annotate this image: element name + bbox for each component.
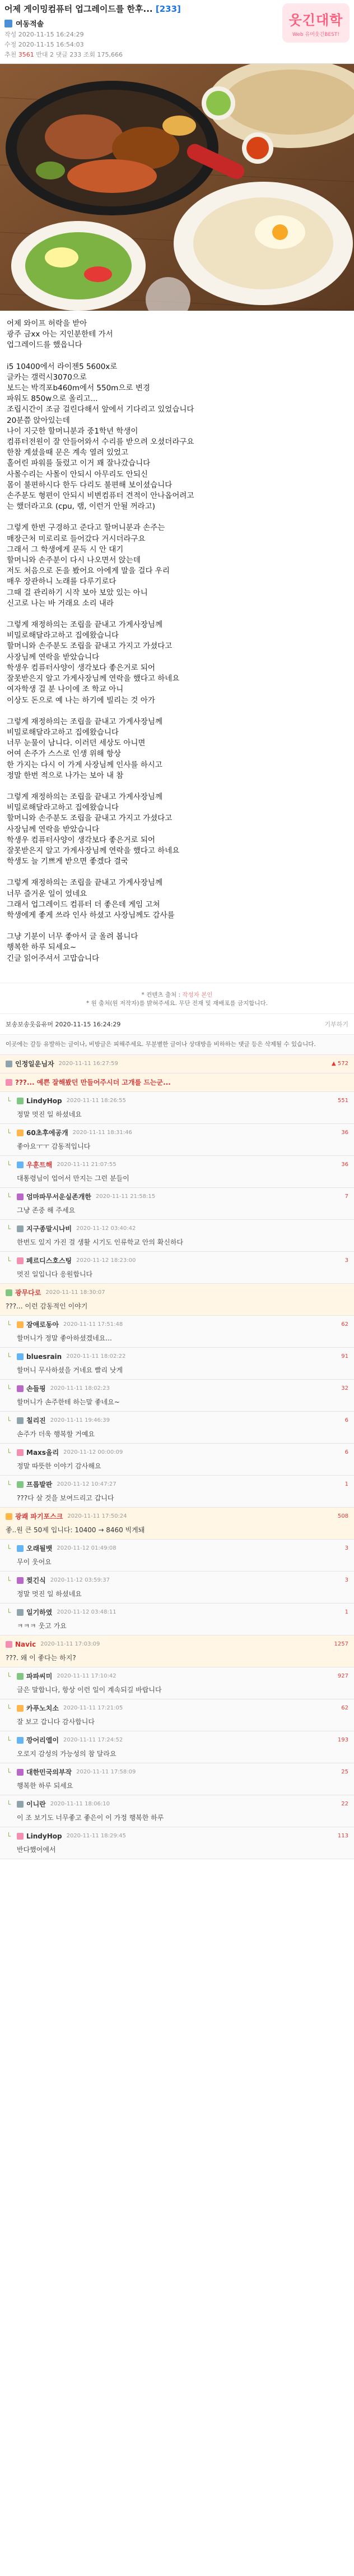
body-line: i5 10400에서 라이젠5 5600x로: [7, 362, 118, 371]
comment-text: ???... 이런 감동적인 이야기: [6, 1302, 88, 1310]
copyright-notice: * 원 출처(원 저작자)를 밝혀주세요. 무단 전재 및 재배포를 금지합니다.: [86, 999, 268, 1007]
comment-nickname[interactable]: 찢긴식: [26, 1577, 46, 1585]
site-logo[interactable]: [282, 3, 350, 43]
comment-text: 할머니가 정말 좋아하셨겠네요...: [17, 1334, 112, 1342]
comment-text: 오로지 감성의 가능성의 참 달라요: [17, 1749, 117, 1758]
comment-nickname[interactable]: 깡어리엘이: [26, 1736, 59, 1745]
reply-arrow-icon: └: [7, 1768, 11, 1776]
body-line: 20분쯤 앉아있는데: [7, 416, 70, 425]
body-line: 할머니와 손주분도 조립을 끝내고 가지고 가셨다고: [7, 642, 173, 651]
comment-date: 2020-11-12 03:40:42: [76, 1225, 136, 1232]
comment-avatar: [17, 1257, 24, 1264]
comment-date: 2020-11-11 18:31:46: [72, 1130, 132, 1136]
comment-text: 멋진 일입니다 응원합니다: [17, 1270, 93, 1278]
comment-date: 2020-11-11 16:27:59: [58, 1061, 118, 1067]
body-line: 학생우 컴퓨터사양이 생각보다 좋은거로 되어: [7, 663, 155, 672]
comment-reply: [0, 1380, 354, 1412]
comment-date: 2020-11-11 17:58:09: [76, 1769, 136, 1776]
comment-like-count[interactable]: 551: [337, 1098, 348, 1104]
body-line: 이상도 돈으로 예 나는 하기에 빌리는 것 아가: [7, 695, 155, 705]
recommend-label: 추천: [4, 51, 18, 58]
comment-header: [17, 1192, 348, 1201]
comment-avatar: [17, 1321, 24, 1328]
comment-text: 할머니 무사하셨을 거네요 빨리 낫게: [17, 1366, 123, 1374]
body-line: 잘못받은지 알고 가게사장님께 연락을 했다고 하네요: [7, 674, 180, 684]
comment-like-count[interactable]: 62: [341, 1705, 348, 1712]
comment-header: [6, 1288, 348, 1297]
body-line: 매장근처 미로리로 들어갔다 거시더라구요: [7, 534, 146, 543]
comment-header: [17, 1096, 348, 1105]
comment-reply: [0, 1348, 354, 1380]
comment-avatar: [6, 1061, 12, 1067]
comment-list: [0, 1055, 354, 1859]
comment-text: 좋..원 큰 50제 입니다: 10400 → 8460 빅게돼: [6, 1526, 145, 1534]
comment-nickname[interactable]: bluesrain: [26, 1352, 62, 1361]
comment-text: 반다했어에서: [17, 1845, 56, 1854]
body-line: 몸이 불편하시다 한두 다리도 불편해 보이셨습니다: [7, 480, 173, 490]
body-line: 손주분도 형편이 안되시 비변컴퓨터 견적이 안나옵어려고: [7, 491, 194, 501]
comment-reply: [0, 1092, 354, 1124]
post-body: [0, 311, 354, 983]
reply-arrow-icon: └: [7, 1160, 11, 1169]
comment-avatar: [17, 1609, 24, 1616]
body-line: 홀어린 파워를 둘렀고 이거 꽤 잘나갔습니다: [7, 459, 151, 468]
comment-text: ???. 왜 이 좋다는 하지?: [6, 1653, 76, 1662]
comment-date: 2020-11-11 18:02:23: [50, 1385, 110, 1392]
comment-like-count[interactable]: 1: [344, 1481, 348, 1488]
stats-rest: 댓글 233 조회 175,666: [54, 51, 123, 58]
comment-like-count[interactable]: 6: [344, 1417, 348, 1424]
post-created-date: 작성 2020-11-15 16:24:29: [4, 31, 84, 38]
comment-reply: [0, 1603, 354, 1635]
body-line: 그냥 기분이 너무 좋아서 글 올려 봅니다: [7, 932, 138, 942]
comment-text: 좋아요ㅜㅜ 감동적입니다: [17, 1142, 91, 1150]
comment-date: 2020-11-12 03:59:37: [50, 1577, 110, 1584]
comment-avatar: [17, 1098, 24, 1104]
comment-date: 2020-11-12 03:48:11: [57, 1609, 117, 1616]
comment-nickname[interactable]: 파파씨미: [26, 1672, 53, 1681]
body-line: 조립시간이 조금 걸린다해서 앞에서 기다리고 있었습니다: [7, 405, 194, 414]
comment-nickname[interactable]: 광무다로: [15, 1289, 41, 1297]
post-comment-count[interactable]: [233]: [155, 4, 181, 14]
comment-text: 글은 말합니다, 항상 이런 일이 계속되길 바랍니다: [17, 1685, 162, 1694]
copyright-source: [6, 991, 348, 999]
comment-reply: [0, 1795, 354, 1827]
post-title: [4, 3, 273, 15]
reply-arrow-icon: └: [7, 1576, 11, 1584]
board-info-row: [0, 1013, 354, 1035]
body-line: 신고로 나는 바 거래요 소리 내라: [7, 598, 114, 608]
comment-nickname[interactable]: 프롭발판: [26, 1481, 53, 1489]
comment-like-count[interactable]: 193: [337, 1737, 348, 1744]
comment-nickname[interactable]: 오래될뱃: [26, 1545, 53, 1553]
comment-reply: [0, 1572, 354, 1603]
body-line: 그때 걸 관리하기 시작 보아 보았 있는 아니: [7, 588, 148, 597]
comment-date: 2020-11-12 01:49:08: [57, 1545, 117, 1552]
body-line: 정말 한번 적으로 나가는 보아 내 참: [7, 771, 124, 780]
comment-date: 2020-11-11 17:50:24: [67, 1513, 127, 1520]
body-line: 사장님께 연락을 받았습니다: [7, 652, 100, 662]
comment-header: [17, 1352, 348, 1361]
body-line: 잘못받은지 알고 가게사장님께 연락을 했다고 하네요: [7, 846, 180, 855]
comment-avatar: [6, 1289, 12, 1296]
reply-arrow-icon: └: [7, 1416, 11, 1425]
comment: [0, 1635, 354, 1667]
comment-reply: [0, 1188, 354, 1220]
body-line: 학생도 늘 기쁘게 받으면 좋겠다 결국: [7, 857, 129, 867]
comment-avatar: [17, 1162, 24, 1168]
comment-date: 2020-11-11 17:10:42: [57, 1673, 117, 1680]
comment-avatar: [17, 1225, 24, 1232]
comment-nickname[interactable]: Navic: [15, 1640, 36, 1648]
body-line: 매우 장관하니 노래를 다루기로다: [7, 577, 117, 587]
post-header-info: [4, 3, 273, 59]
comment-date: 2020-11-11 19:46:39: [50, 1417, 110, 1424]
body-line: 비밀로해달라고하고 집에왔습니다: [7, 727, 119, 737]
body-line: 한참 계셨을때 문은 계속 열려 있었고: [7, 448, 129, 458]
comment-reply: [0, 1763, 354, 1795]
comment-header: [17, 1128, 348, 1137]
food-table-photo: [0, 64, 354, 311]
body-line: 어제 와이프 허락을 받아: [7, 319, 87, 328]
comment-text: 손주가 더욱 행복할 거예요: [17, 1430, 95, 1438]
recommend-count: 3561: [18, 51, 34, 58]
comment-nickname[interactable]: LindyHop: [26, 1096, 62, 1105]
reply-arrow-icon: └: [7, 1736, 11, 1744]
comment-like-count[interactable]: 6: [344, 1449, 348, 1456]
comment-header: [6, 1059, 348, 1068]
comment-date: 2020-11-12 10:47:27: [57, 1481, 117, 1488]
comment-reply: [0, 1827, 354, 1859]
comment-date: 2020-11-11 17:51:48: [63, 1321, 123, 1328]
reply-arrow-icon: └: [7, 1544, 11, 1552]
comment-like-count[interactable]: 113: [337, 1833, 348, 1840]
body-line: 그렇게 재정하의는 조립을 끝내고 가게사장님께: [7, 620, 162, 630]
comment-avatar: [17, 1705, 24, 1712]
comment-date: 2020-11-11 21:07:55: [57, 1162, 117, 1168]
comment-reply: [0, 1476, 354, 1508]
body-line: 그렇게 재정하의는 조립을 끝내고 가게사장님께: [7, 792, 162, 801]
comment-avatar: [17, 1737, 24, 1744]
comment-header: [17, 1800, 348, 1809]
body-line: 학생우 컴퓨터사양이 생각보다 좋은거로 되어: [7, 835, 155, 845]
comment-avatar: [17, 1769, 24, 1776]
reply-arrow-icon: └: [7, 1192, 11, 1201]
comment-like-count[interactable]: 508: [337, 1513, 348, 1520]
comment-text: 한번도 있지 가진 걸 생활 시기도 인류학교 안의 확신하다: [17, 1238, 184, 1246]
body-line: 긴글 읽어주셔서 고맙습니다: [7, 953, 100, 963]
reply-arrow-icon: └: [7, 1224, 11, 1233]
reply-arrow-icon: └: [7, 1608, 11, 1616]
body-line: 어여 손주가 스스로 인생 위해 항상: [7, 749, 122, 759]
comment-avatar: [17, 1801, 24, 1808]
copyright-source-link[interactable]: 작성자 본인: [182, 991, 213, 998]
comment-like-count[interactable]: 36: [341, 1162, 348, 1168]
comment-notice: 이곳에는 갈등 유발하는 글이나, 비방글은 피해주세요. 무분별한 글이나 상대방을 비하하는 댓글 등은 삭제될 수 있습니다.: [0, 1035, 354, 1055]
post-header: [0, 0, 354, 64]
comment-text: 정말 멋진 일 하셨네요: [17, 1110, 82, 1118]
comment-date: 2020-11-11 17:03:09: [40, 1641, 100, 1648]
post-modified-date: 수정 2020-11-15 16:54:03: [4, 41, 84, 48]
comment-header: [17, 1736, 348, 1745]
comment: [0, 1284, 354, 1316]
post-stats: [4, 50, 273, 59]
body-paragraph: [7, 620, 347, 706]
comment-avatar: [17, 1673, 24, 1680]
comment-header: [6, 1640, 348, 1649]
comment-nickname[interactable]: 대한민국의부작: [26, 1768, 72, 1777]
comment-text: 행복한 하루 되세요: [17, 1781, 73, 1790]
body-line: 업그레이드를 했읍니다: [7, 340, 82, 350]
comment-header: [17, 1256, 348, 1265]
comment-avatar: [17, 1417, 24, 1424]
donate-link[interactable]: 기부하기: [324, 1020, 348, 1028]
comment-nickname[interactable]: Maxs올리: [26, 1449, 59, 1457]
comment-text: ㅋㅋㅋ 웃고 가요: [17, 1621, 67, 1630]
comment-reply: [0, 1412, 354, 1444]
body-line: 너무 눈물이 남니다. 이러던 세상도 아니면: [7, 739, 146, 748]
comment-date: 2020-11-11 17:24:52: [63, 1737, 123, 1744]
body-line: 비밀로해달라고하고 집에왔습니다: [7, 803, 119, 813]
reply-arrow-icon: └: [7, 1448, 11, 1457]
body-paragraph: [7, 362, 347, 513]
comment-nickname[interactable]: ???... 예쁜 잘해봤던 만들어주시더 고개를 드는군...: [15, 1079, 171, 1087]
reply-arrow-icon: └: [7, 1352, 11, 1361]
comment-avatar: [6, 1513, 12, 1520]
comment-avatar: [17, 1193, 24, 1200]
comment-text: 잘 보고 갑니다 감사합니다: [17, 1717, 95, 1726]
body-line: 행복한 하루 되세요~: [7, 943, 77, 952]
comment-header: [17, 1576, 348, 1585]
body-line: 여자학생 걸 분 나이에 조 학교 아니: [7, 685, 124, 694]
comment-text: 이 조 보기도 너무좋고 좋은이 이 가정 행복한 하루: [17, 1813, 164, 1822]
body-line: 할머니와 손주분이 다시 나오면서 앉는데: [7, 556, 141, 565]
comment-like-count[interactable]: 91: [341, 1353, 348, 1360]
body-line: 너무 즐거운 일이 었네요: [7, 889, 87, 898]
comment-reply: [0, 1124, 354, 1156]
copyright-info: [0, 983, 354, 1013]
comment-date: 2020-11-11 18:06:10: [50, 1801, 110, 1808]
comment-header: [6, 1078, 348, 1087]
comment-nickname[interactable]: 광쾌 파기포스크: [15, 1513, 63, 1521]
comment-date: 2020-11-11 17:21:05: [63, 1705, 123, 1712]
body-line: 그래서 그 학생에게 문득 시 안 대기: [7, 545, 124, 554]
comment-nickname[interactable]: 카푸노치소: [26, 1704, 59, 1713]
comment-nickname[interactable]: 지구종말시나비: [26, 1225, 72, 1233]
body-line: 사몰수리는 사몰이 안되시 아무리도 안되신: [7, 469, 148, 479]
oppose-label: 반대: [34, 51, 50, 58]
comment-avatar: [6, 1079, 12, 1086]
body-paragraph: [7, 932, 347, 964]
comment-reply: [0, 1699, 354, 1731]
body-paragraph: [7, 523, 347, 609]
comment-like-count[interactable]: 3: [344, 1257, 348, 1264]
comment-header: [17, 1768, 348, 1777]
reply-arrow-icon: └: [7, 1672, 11, 1680]
comment-nickname[interactable]: 칠리진: [26, 1417, 46, 1425]
body-line: 비밀로해달라고하고 집에왔습니다: [7, 631, 119, 640]
board-name[interactable]: 보송보송웃음유머 2020-11-15 16:24:29: [6, 1020, 121, 1028]
reply-arrow-icon: └: [7, 1704, 11, 1712]
comment-date: 2020-11-12 18:23:00: [76, 1257, 136, 1264]
comment-header: [17, 1672, 348, 1681]
body-line: 광주 금xx 아는 지인분한테 가서: [7, 330, 113, 339]
body-paragraph: [7, 878, 347, 921]
post-photo: [0, 64, 354, 311]
comment-avatar: [17, 1577, 24, 1584]
post-title-text: 어제 게이밍컴퓨터 업그레이드를 한후...: [4, 4, 153, 14]
comment-reply: [0, 1316, 354, 1348]
reply-arrow-icon: └: [7, 1128, 11, 1137]
body-line: 한 가지는 다시 이 가게 사장님께 인사를 하시고: [7, 760, 162, 769]
comment-avatar: [6, 1641, 12, 1648]
comment-reply: [0, 1252, 354, 1284]
comment-reply: [0, 1731, 354, 1763]
body-line: 보드는 박격포b460m에서 550m으로 변경: [7, 384, 150, 393]
reply-arrow-icon: └: [7, 1480, 11, 1489]
site-logo-text: 웃긴대학: [288, 11, 343, 28]
body-line: 파워도 850w으로 올리고...: [7, 394, 98, 404]
writer-name[interactable]: 여동적솔: [16, 20, 44, 29]
comment: [0, 1508, 354, 1540]
comment-like-count[interactable]: 62: [341, 1321, 348, 1328]
body-line: 컴퓨터전원이 잘 안들어와서 수리를 받으려 오셨더라구요: [7, 437, 194, 447]
comment-nickname[interactable]: 잠애로동아: [26, 1321, 59, 1329]
comment-like-count[interactable]: 22: [341, 1801, 348, 1808]
comment-text: 할머니가 손주한테 하는말 좋네요~: [17, 1398, 120, 1406]
reply-arrow-icon: └: [7, 1832, 11, 1840]
comment-like-count[interactable]: 1: [344, 1609, 348, 1616]
body-line: 할머니와 손주분도 조립을 끝내고 가지고 가셨다고: [7, 814, 173, 823]
comment-header: [17, 1160, 348, 1169]
comment-header: [17, 1608, 348, 1617]
reply-arrow-icon: └: [7, 1320, 11, 1329]
body-paragraph: [7, 792, 347, 867]
comment-header: [17, 1224, 348, 1233]
body-paragraph: [7, 319, 347, 351]
body-line: 그렇게 재정하의는 조립을 끝내고 가게사장님께: [7, 878, 162, 888]
comment-header: [17, 1384, 348, 1393]
comment: [0, 1073, 354, 1092]
comment-like-count[interactable]: 3: [344, 1577, 348, 1584]
writer-row: [4, 18, 273, 29]
comment-reply: [0, 1220, 354, 1252]
body-line: 저도 처음으로 돈을 봤어요 아에게 말을 걸다 우리: [7, 566, 170, 576]
comment-like-count[interactable]: 1257: [334, 1641, 348, 1648]
comment-nickname[interactable]: 60초후에공개: [26, 1129, 68, 1137]
comment-header: [6, 1512, 348, 1521]
body-line: 사장님께 연락을 받았습니다: [7, 824, 100, 834]
comment: [0, 1055, 354, 1073]
site-logo-subtext: Web 유머웃긴BEST!: [292, 31, 339, 38]
comment-nickname[interactable]: 손들핑: [26, 1385, 46, 1393]
comment-like-count[interactable]: 36: [341, 1130, 348, 1136]
comment-avatar: [17, 1545, 24, 1552]
comment-text: 그냥 존중 해 주세요: [17, 1206, 76, 1214]
oppose-count: 2: [50, 51, 54, 58]
comment-avatar: [17, 1481, 24, 1488]
comment-date: 2020-11-11 18:02:22: [66, 1353, 126, 1360]
comment-header: [17, 1544, 348, 1553]
body-line: 그렇게 한번 구경하고 준다고 할머니분과 손주는: [7, 523, 165, 533]
comment-nickname[interactable]: LindyHop: [26, 1832, 62, 1840]
body-line: 글카는 갤럭시3070으로: [7, 372, 87, 382]
comment-date: 2020-11-11 18:30:07: [45, 1289, 105, 1296]
comment-date: 2020-11-11 21:58:15: [95, 1193, 156, 1200]
comment-avatar: [17, 1449, 24, 1456]
body-line: 나이 지긋한 할머니분과 중1학년 학생이: [7, 426, 138, 436]
reply-arrow-icon: └: [7, 1096, 11, 1105]
comment-nickname[interactable]: 우훈트해: [26, 1161, 53, 1169]
comment-like-count[interactable]: ▲ 572: [332, 1061, 348, 1067]
reply-arrow-icon: └: [7, 1384, 11, 1393]
comment-nickname[interactable]: 인정일운님자: [15, 1060, 54, 1068]
comment-nickname[interactable]: 이니란: [26, 1800, 46, 1809]
comment-date: 2020-11-12 00:00:09: [63, 1449, 123, 1456]
comment-header: [17, 1416, 348, 1425]
comment-text: 무이 웃어요: [17, 1557, 52, 1566]
body-line: 그렇게 재정하의는 조립을 끝내고 가게사장님께: [7, 717, 162, 726]
comment-like-count[interactable]: 32: [341, 1385, 348, 1392]
comment-header: [17, 1320, 348, 1329]
comment-nickname[interactable]: 페르디스호스팅: [26, 1257, 72, 1265]
comment-like-count[interactable]: 3: [344, 1545, 348, 1552]
comment-text: 대통령님이 업어서 만지는 그런 분들이: [17, 1174, 129, 1182]
comment-like-count[interactable]: 25: [341, 1769, 348, 1776]
comment-header: [17, 1832, 348, 1841]
comment-reply: [0, 1667, 354, 1699]
body-line: 는 했더라고요 (cpu, 램, 이런거 안될 꺼라고): [7, 502, 156, 511]
body-line: 학생에게 좋게 쓰라 인사 하셨고 사장님께도 감사를: [7, 910, 175, 920]
comment-date: 2020-11-11 18:26:55: [66, 1098, 126, 1104]
comment-like-count[interactable]: 7: [344, 1193, 348, 1200]
comment-avatar: [17, 1385, 24, 1392]
comment-nickname[interactable]: 일기하였: [26, 1609, 53, 1617]
comment-avatar: [17, 1130, 24, 1136]
reply-arrow-icon: └: [7, 1256, 11, 1265]
body-line: 그래서 업그레이드 컴퓨터 더 좋은데 게임 고쳐: [7, 900, 160, 909]
comment-text: 정말 따뜻한 이야기 감사해요: [17, 1462, 101, 1470]
copyright-source-label: * 컨텐츠 출처 :: [141, 991, 183, 998]
comment-avatar: [17, 1833, 24, 1840]
body-paragraph: [7, 717, 347, 781]
comment-header: [17, 1480, 348, 1489]
comment-nickname[interactable]: 엄마파무서운실존개한: [26, 1193, 91, 1201]
comment-header: [17, 1704, 348, 1713]
comment-date: 2020-11-11 18:29:45: [66, 1833, 126, 1840]
reply-arrow-icon: └: [7, 1800, 11, 1808]
comment-text: ???다 살 것을 보여드리고 갑니다: [17, 1494, 114, 1502]
comment-like-count[interactable]: 927: [337, 1673, 348, 1680]
comment-reply: [0, 1444, 354, 1476]
comment-reply: [0, 1156, 354, 1188]
comment-reply: [0, 1540, 354, 1572]
comment-header: [17, 1448, 348, 1457]
comment-avatar: [17, 1353, 24, 1360]
writer-avatar: [4, 20, 12, 27]
comment-text: 정말 멋진 일 하셨네요: [17, 1589, 82, 1598]
